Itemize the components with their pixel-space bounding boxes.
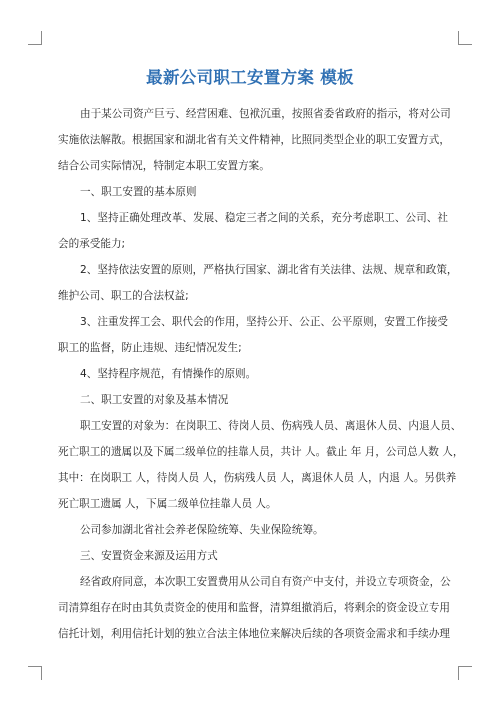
body-line: 司清算组存在时由其负责资金的使用和监督，清算组撤消后，将剩余的资金设立专用 — [58, 602, 450, 614]
crop-mark-top-right — [458, 44, 472, 45]
crop-mark-bottom-left — [28, 666, 42, 667]
body-line: 2、坚持依法安置的原则，严格执行国家、湖北省有关法律、法规、规章和政策， — [80, 264, 458, 276]
body-line: 3、注重发挥工会、职代会的作用，坚持公开、公正、公平原则，安置工作接受 — [80, 316, 448, 328]
crop-mark-bottom-left — [41, 666, 42, 680]
body-line: 4、坚持程序规范，有情操作的原则。 — [80, 368, 257, 380]
crop-mark-bottom-right — [458, 666, 459, 680]
crop-mark-top-left — [28, 44, 42, 45]
body-line: 职工的监督，防止违规、违纪情况发生; — [58, 342, 242, 354]
crop-mark-top-right — [458, 31, 459, 45]
body-line: 结合公司实际情况，特制定本职工安置方案。 — [58, 160, 270, 172]
body-line: 实施依法解散。根据国家和湖北省有关文件精神，比照同类型企业的职工安置方式， — [58, 134, 450, 146]
body-line: 会的承受能力; — [58, 238, 126, 250]
body-line: 死亡职工的遗属以及下属二级单位的挂靠人员，共计 人。截止 年 月，公司总人数 人， — [58, 446, 464, 458]
body-line: 维护公司、职工的合法权益; — [58, 290, 189, 302]
crop-mark-top-left — [41, 31, 42, 45]
body-line: 由于某公司资产巨亏、经营困难、包袱沉重，按照省委省政府的指示，将对公司 — [80, 108, 451, 120]
body-line: 死亡职工遗属 人，下属二级单位挂靠人员 人。 — [58, 498, 277, 510]
body-line: 信托计划，利用信托计划的独立合法主体地位来解决后续的各项资金需求和手续办理 — [58, 628, 450, 640]
body-line: 公司参加湖北省社会养老保险统筹、失业保险统筹。 — [80, 524, 324, 536]
section-heading: 二、职工安置的对象及基本情况 — [80, 394, 229, 406]
crop-mark-bottom-right — [458, 666, 472, 667]
body-line: 经省政府同意，本次职工安置费用从公司自有资产中支付，并设立专项资金，公 — [80, 576, 451, 588]
body-line: 1、坚持正确处理改革、发展、稳定三者之间的关系，充分考虑职工、公司、社 — [80, 212, 448, 224]
body-line: 职工安置的对象为：在岗职工、待岗人员、伤病残人员、离退休人员、内退人员、 — [80, 420, 462, 432]
document-title: 最新公司职工安置方案 模板 — [146, 68, 354, 87]
section-heading: 一、职工安置的基本原则 — [80, 186, 197, 198]
body-line: 其中：在岗职工 人，待岗人员 人，伤病残人员 人，离退休人员 人，内退 人。另供养 — [58, 472, 457, 484]
section-heading: 三、安置资金来源及运用方式 — [80, 550, 218, 562]
